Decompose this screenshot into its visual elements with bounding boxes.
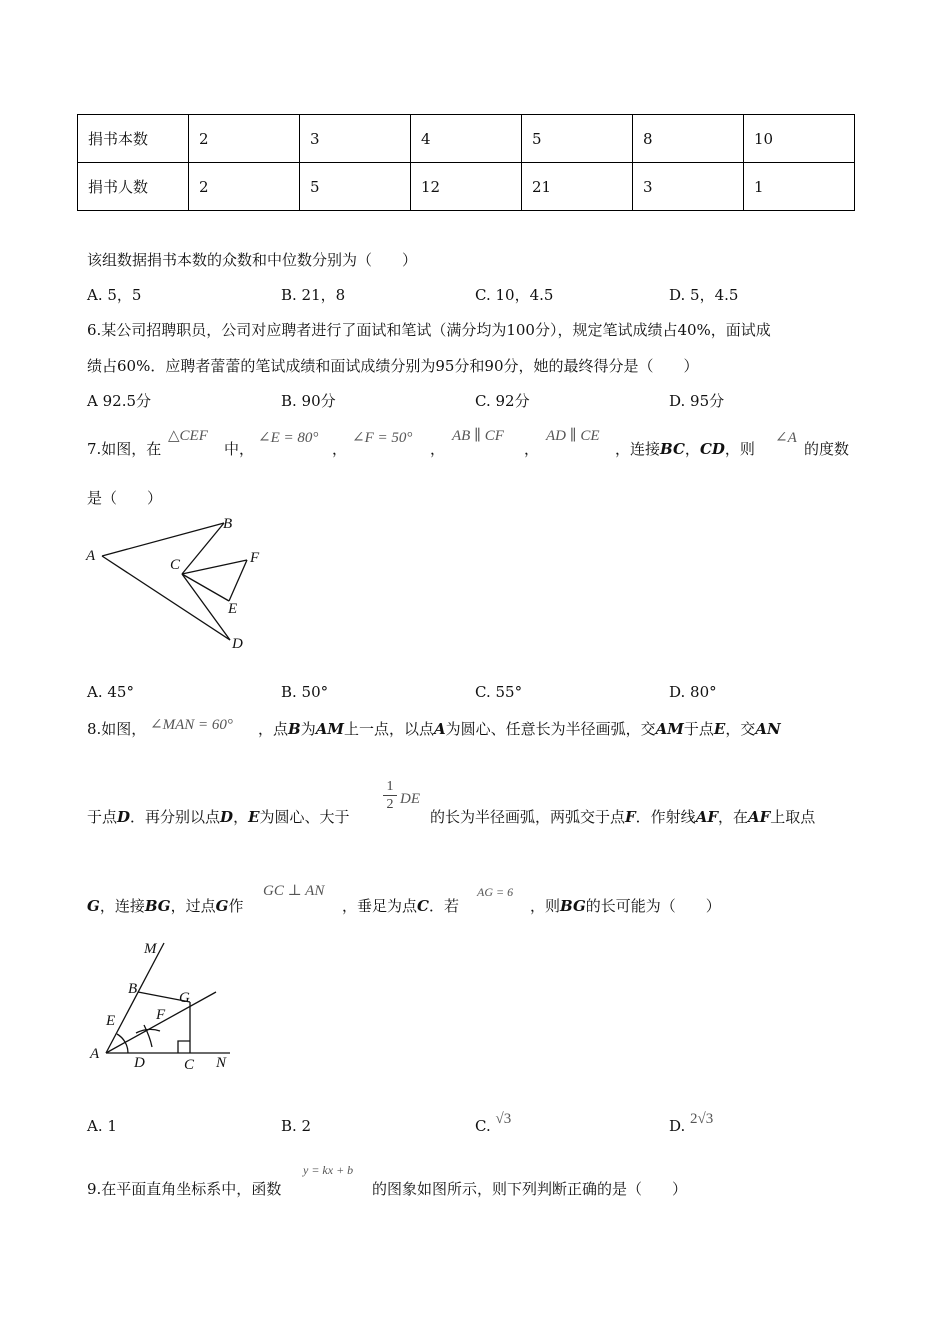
- label-e: E: [228, 601, 238, 617]
- table-cell: 21: [522, 163, 633, 211]
- table-cell: 3: [300, 115, 411, 163]
- label-n: N: [216, 1055, 227, 1071]
- q7-line2: 是（ ）: [87, 489, 163, 507]
- table-row: [78, 115, 855, 163]
- table-cell: 1: [744, 163, 855, 211]
- q8-option-c[interactable]: C. √3: [475, 1111, 512, 1135]
- label-a: A: [90, 1046, 100, 1062]
- q8-line1: ，点B为AM上一点，以点A为圆心、任意长为半径画弧，交AM于点E，交AN: [258, 720, 781, 738]
- table-cell: 5: [522, 115, 633, 163]
- q8-line2b: 的长为半径画弧，两弧交于点F．作射线AF，在AF上取点: [430, 808, 816, 826]
- q7-option-d[interactable]: D. 80°: [669, 683, 717, 701]
- q7-prefix: 7.如图，在: [87, 440, 162, 458]
- table-cell: 3: [633, 163, 744, 211]
- segment-ad: [102, 556, 230, 640]
- label-c: C: [184, 1057, 195, 1073]
- table-cell: 5: [300, 163, 411, 211]
- label-f: F: [250, 550, 260, 566]
- q6-option-c[interactable]: C. 92分: [475, 392, 530, 410]
- label-g: G: [179, 990, 190, 1006]
- q7-zhong: 中，: [224, 440, 255, 458]
- q9-function: y = kx + b: [303, 1163, 354, 1177]
- q7-option-c[interactable]: C. 55°: [475, 683, 523, 701]
- q6-option-a[interactable]: A 92.5分: [87, 392, 151, 410]
- q7-parallel-ab-cf: AB ∥ CF: [452, 428, 504, 444]
- q8-line3c: ，则BG的长可能为（ ）: [530, 897, 721, 915]
- table-header-cell: 捐书本数: [78, 115, 189, 163]
- q8-line2a: 于点D．再分别以点D，E为圆心、大于: [87, 808, 350, 826]
- q7-degree: 的度数: [804, 440, 850, 458]
- table-cell: 2: [189, 163, 300, 211]
- q9-suffix: 的图象如图所示，则下列判断正确的是（ ）: [372, 1180, 688, 1198]
- label-a: A: [86, 548, 96, 564]
- q8-prefix: 8.如图，: [87, 720, 147, 738]
- table-row: [78, 163, 855, 211]
- q5-option-a[interactable]: A. 5，5: [87, 286, 142, 304]
- q5-option-d[interactable]: D. 5，4.5: [669, 286, 739, 304]
- q7-option-b[interactable]: B. 50°: [281, 683, 329, 701]
- label-b: B: [223, 516, 233, 532]
- segment-cd: [182, 574, 230, 640]
- segment-ce: [182, 574, 229, 601]
- q9-prefix: 9.在平面直角坐标系中，函数: [87, 1180, 282, 1198]
- table-cell: 10: [744, 115, 855, 163]
- q6-line1: 6.某公司招聘职员，公司对应聘者进行了面试和笔试（满分均为100分），规定笔试成绩占40%，面试成: [87, 321, 771, 339]
- label-m: M: [144, 941, 157, 957]
- table-cell: 2: [189, 115, 300, 163]
- q6-line2: 绩占60%．应聘者蕾蕾的笔试成绩和面试成绩分别为95分和90分，她的最终得分是（ ）: [87, 357, 699, 375]
- label-d: D: [134, 1055, 145, 1071]
- table-cell: 12: [411, 163, 522, 211]
- q7-comma: ，: [430, 440, 446, 458]
- q7-comma: ，: [524, 440, 540, 458]
- right-angle-mark: [178, 1041, 190, 1053]
- table-header-cell: 捐书人数: [78, 163, 189, 211]
- q7-comma: ，: [332, 440, 348, 458]
- q5-option-b[interactable]: B. 21，8: [281, 286, 346, 304]
- q5-stem: 该组数据捐书本数的众数和中位数分别为（ ）: [87, 251, 418, 269]
- q7-angle-e: ∠E = 80°: [258, 430, 319, 446]
- donation-table: [77, 114, 855, 211]
- label-c: C: [170, 557, 181, 573]
- segment-fe: [229, 560, 247, 601]
- q6-option-d[interactable]: D. 95分: [669, 392, 725, 410]
- q6-option-b[interactable]: B. 90分: [281, 392, 336, 410]
- q8-angle-man: ∠MAN = 60°: [150, 717, 233, 733]
- label-f: F: [156, 1007, 166, 1023]
- table-cell: 4: [411, 115, 522, 163]
- segment-ab: [102, 523, 224, 556]
- q8-line3b: ，垂足为点C．若: [342, 897, 459, 915]
- q8-option-a[interactable]: A. 1: [87, 1117, 117, 1135]
- q7-angle-a: ∠A: [775, 430, 797, 446]
- label-b: B: [128, 981, 138, 997]
- q7-connect: ，连接BC，CD，则: [615, 440, 755, 458]
- q7-figure: [80, 510, 280, 660]
- q7-parallel-ad-ce: AD ∥ CE: [546, 428, 600, 444]
- q8-perpendicular: GC ⊥ AN: [263, 883, 325, 899]
- q7-triangle: △CEF: [168, 428, 208, 444]
- q8-figure: [80, 935, 250, 1080]
- q5-option-c[interactable]: C. 10，4.5: [475, 286, 554, 304]
- label-e: E: [106, 1013, 116, 1029]
- q8-line3a: G，连接BG，过点G作: [87, 897, 244, 915]
- q8-option-b[interactable]: B. 2: [281, 1117, 312, 1135]
- q8-option-d[interactable]: D. 2√3: [669, 1111, 714, 1135]
- table-cell: 8: [633, 115, 744, 163]
- q8-ag-length: AG = 6: [477, 885, 514, 899]
- q7-option-a[interactable]: A. 45°: [87, 683, 134, 701]
- q8-de: DE: [400, 791, 420, 807]
- q8-fraction: 1 2: [383, 779, 397, 814]
- q7-angle-f: ∠F = 50°: [352, 430, 413, 446]
- label-d: D: [232, 636, 243, 652]
